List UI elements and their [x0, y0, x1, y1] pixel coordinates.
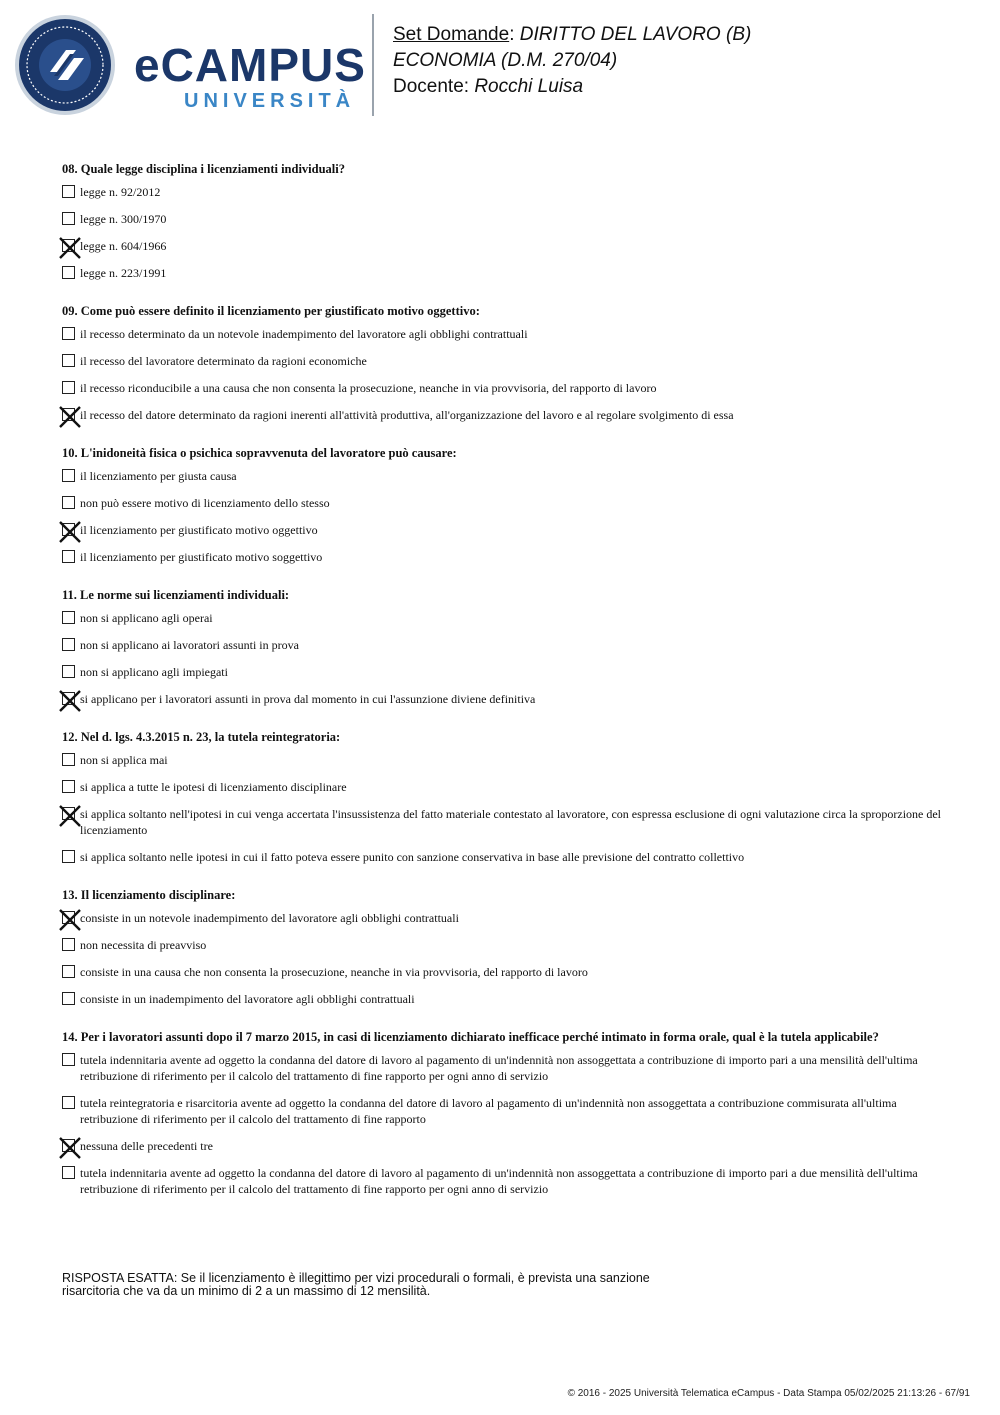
correct-answer-note: [62, 1272, 762, 1298]
cross-mark-icon: [58, 689, 82, 713]
checkbox-icon[interactable]: [62, 611, 75, 624]
checkbox-icon[interactable]: [62, 496, 75, 509]
checkbox-icon[interactable]: [62, 550, 75, 563]
checkbox-icon[interactable]: [62, 185, 75, 198]
checkbox-icon[interactable]: [62, 212, 75, 225]
answer-option: [62, 752, 942, 768]
question: [62, 160, 942, 281]
option-text: legge n. 223/1991: [80, 266, 167, 280]
answer-option: [62, 1052, 942, 1084]
question: [62, 886, 942, 1007]
option-text: legge n. 92/2012: [80, 185, 161, 199]
answer-option: [62, 184, 942, 200]
checkbox-icon[interactable]: [62, 1053, 75, 1066]
option-text: si applica soltanto nelle ipotesi in cui il fatto poteva essere punito con sanzione conservativa in base alle previsione del contratto collettivo: [80, 850, 745, 864]
answer-option: [62, 238, 942, 254]
checkbox-icon[interactable]: [62, 938, 75, 951]
checked-box-icon[interactable]: [62, 911, 75, 924]
option-text: si applicano per i lavoratori assunti in prova dal momento in cui l'assunzione diviene definitiva: [80, 692, 536, 706]
checked-box-icon[interactable]: [62, 807, 75, 820]
cross-mark-icon: [58, 1136, 82, 1160]
checkbox-icon[interactable]: [62, 753, 75, 766]
answer-option: [62, 1095, 942, 1127]
option-text: consiste in una causa che non consenta la prosecuzione, neanche in via provvisoria, del rapporto di lavoro: [80, 965, 588, 979]
answer-line-2: risarcitoria che va da un minimo di 2 a un massimo di 12 mensilità.: [62, 1284, 431, 1298]
page-footer: © 2016 - 2025 Università Telematica eCampus - Data Stampa 05/02/2025 21:13:26 - 67/91: [567, 1388, 970, 1399]
option-text: il licenziamento per giustificato motivo oggettivo: [80, 523, 318, 537]
checkbox-icon[interactable]: [62, 469, 75, 482]
questions-list: [62, 160, 942, 1208]
cross-mark-icon: [58, 520, 82, 544]
logo-subtitle: UNIVERSITÀ: [184, 90, 356, 112]
answer-option: [62, 468, 942, 484]
answer-option: [62, 806, 942, 838]
page-header: [0, 0, 1000, 130]
question-title: 09. Come può essere definito il licenziamento per giustificato motivo oggettivo:: [62, 304, 480, 318]
answer-option: [62, 964, 942, 980]
answer-option: [62, 549, 942, 565]
question: [62, 302, 942, 423]
question-title: 12. Nel d. lgs. 4.3.2015 n. 23, la tutela reintegratoria:: [62, 730, 341, 744]
option-text: tutela reintegratoria e risarcitoria avente ad oggetto la condanna del datore di lavoro al pagamento di un'indennità non assoggettata a contribuzione commisurata all'ultima retribuzione di riferimento per il calcolo del trattamento di fine rapporto: [80, 1096, 897, 1126]
checked-box-icon[interactable]: [62, 239, 75, 252]
checkbox-icon[interactable]: [62, 327, 75, 340]
cross-mark-icon: [58, 804, 82, 828]
option-text: il recesso determinato da un notevole inadempimento del lavoratore agli obblighi contrattuali: [80, 327, 528, 341]
answer-option: [62, 779, 942, 795]
answer-option: [62, 849, 942, 865]
option-text: non si applica mai: [80, 753, 168, 767]
answer-option: [62, 637, 942, 653]
answer-option: [62, 1138, 942, 1154]
option-text: tutela indennitaria avente ad oggetto la condanna del datore di lavoro al pagamento di un'indennità non assoggettata a contribuzione di importo pari a due mensilità dell'ultima retribuzione di riferimento per il calcolo del trattamento di fine rapporto per ogni anno di servizio: [80, 1166, 918, 1196]
checked-box-icon[interactable]: [62, 692, 75, 705]
cross-mark-icon: [58, 908, 82, 932]
option-text: tutela indennitaria avente ad oggetto la condanna del datore di lavoro al pagamento di un'indennità non assoggettata a contribuzione di importo pari a una mensilità dell'ultima retribuzione di riferimento per il calcolo del trattamento di fine rapporto per ogni anno di servizio: [80, 1053, 918, 1083]
option-text: legge n. 604/1966: [80, 239, 167, 253]
answer-option: [62, 353, 942, 369]
checkbox-icon[interactable]: [62, 850, 75, 863]
answer-option: [62, 326, 942, 342]
checkbox-icon[interactable]: [62, 780, 75, 793]
answer-option: [62, 522, 942, 538]
docente-name: Rocchi Luisa: [474, 76, 584, 97]
option-text: il recesso del lavoratore determinato da ragioni economiche: [80, 354, 367, 368]
answer-option: [62, 1165, 942, 1197]
question-title: 08. Quale legge disciplina i licenziamenti individuali?: [62, 162, 346, 176]
answer-option: [62, 211, 942, 227]
option-text: si applica a tutte le ipotesi di licenziamento disciplinare: [80, 780, 347, 794]
answer-line-1: RISPOSTA ESATTA: Se il licenziamento è illegittimo per vizi procedurali o formali, è prevista una sanzione: [62, 1271, 650, 1285]
option-text: consiste in un inadempimento del lavoratore agli obblighi contrattuali: [80, 992, 415, 1006]
cross-mark-icon: [58, 405, 82, 429]
checked-box-icon[interactable]: [62, 523, 75, 536]
answer-option: [62, 495, 942, 511]
question: [62, 1028, 942, 1197]
answer-option: [62, 691, 942, 707]
option-text: non può essere motivo di licenziamento dello stesso: [80, 496, 330, 510]
answer-option: [62, 380, 942, 396]
ecampus-emblem-icon: [14, 14, 116, 116]
question-title: 10. L'inidoneità fisica o psichica sopravvenuta del lavoratore può causare:: [62, 446, 457, 460]
option-text: nessuna delle precedenti tre: [80, 1139, 213, 1153]
checkbox-icon[interactable]: [62, 266, 75, 279]
answer-option: [62, 407, 942, 423]
checkbox-icon[interactable]: [62, 965, 75, 978]
option-text: non si applicano ai lavoratori assunti in prova: [80, 638, 299, 652]
checkbox-icon[interactable]: [62, 1096, 75, 1109]
option-text: il recesso riconducibile a una causa che non consenta la prosecuzione, neanche in via provvisoria, del rapporto di lavoro: [80, 381, 657, 395]
question-title: 14. Per i lavoratori assunti dopo il 7 marzo 2015, in casi di licenziamento dichiarato inefficace perché intimato in forma orale, qual è la tutela applicabile?: [62, 1030, 879, 1044]
checkbox-icon[interactable]: [62, 381, 75, 394]
course-info: [393, 22, 751, 100]
option-text: non necessita di preavviso: [80, 938, 207, 952]
checked-box-icon[interactable]: [62, 408, 75, 421]
course-title-2: ECONOMIA (D.M. 270/04): [393, 50, 618, 71]
option-text: legge n. 300/1970: [80, 212, 167, 226]
checkbox-icon[interactable]: [62, 665, 75, 678]
option-text: il recesso del datore determinato da ragioni inerenti all'attività produttiva, all'organizzazione del lavoro e al regolare svolgimento di essa: [80, 408, 734, 422]
question-title: 13. Il licenziamento disciplinare:: [62, 888, 236, 902]
answer-option: [62, 937, 942, 953]
logo-wordmark: eCAMPUS: [134, 39, 366, 91]
header-divider: [372, 14, 374, 116]
question-title: 11. Le norme sui licenziamenti individuali:: [62, 588, 290, 602]
answer-option: [62, 664, 942, 680]
option-text: consiste in un notevole inadempimento del lavoratore agli obblighi contrattuali: [80, 911, 459, 925]
checkbox-icon[interactable]: [62, 1166, 75, 1179]
answer-option: [62, 991, 942, 1007]
option-text: si applica soltanto nell'ipotesi in cui venga accertata l'insussistenza del fatto materiale contestato al lavoratore, con espressa esclusione di ogni valutazione circa la sproporzione del licenziamento: [80, 807, 942, 837]
option-text: non si applicano agli operai: [80, 611, 213, 625]
set-colon: :: [509, 24, 520, 45]
checked-box-icon[interactable]: [62, 1139, 75, 1152]
question: [62, 444, 942, 565]
question: [62, 586, 942, 707]
cross-mark-icon: [58, 236, 82, 260]
course-title-1: DIRITTO DEL LAVORO (B): [519, 24, 752, 45]
set-label: Set Domande: [393, 24, 510, 45]
answer-option: [62, 610, 942, 626]
ecampus-logo: [14, 14, 364, 116]
option-text: non si applicano agli impiegati: [80, 665, 228, 679]
answer-option: [62, 265, 942, 281]
question: [62, 728, 942, 865]
checkbox-icon[interactable]: [62, 992, 75, 1005]
checkbox-icon[interactable]: [62, 354, 75, 367]
answer-option: [62, 910, 942, 926]
checkbox-icon[interactable]: [62, 638, 75, 651]
docente-label: Docente:: [393, 76, 470, 97]
option-text: il licenziamento per giustificato motivo soggettivo: [80, 550, 323, 564]
option-text: il licenziamento per giusta causa: [80, 469, 237, 483]
